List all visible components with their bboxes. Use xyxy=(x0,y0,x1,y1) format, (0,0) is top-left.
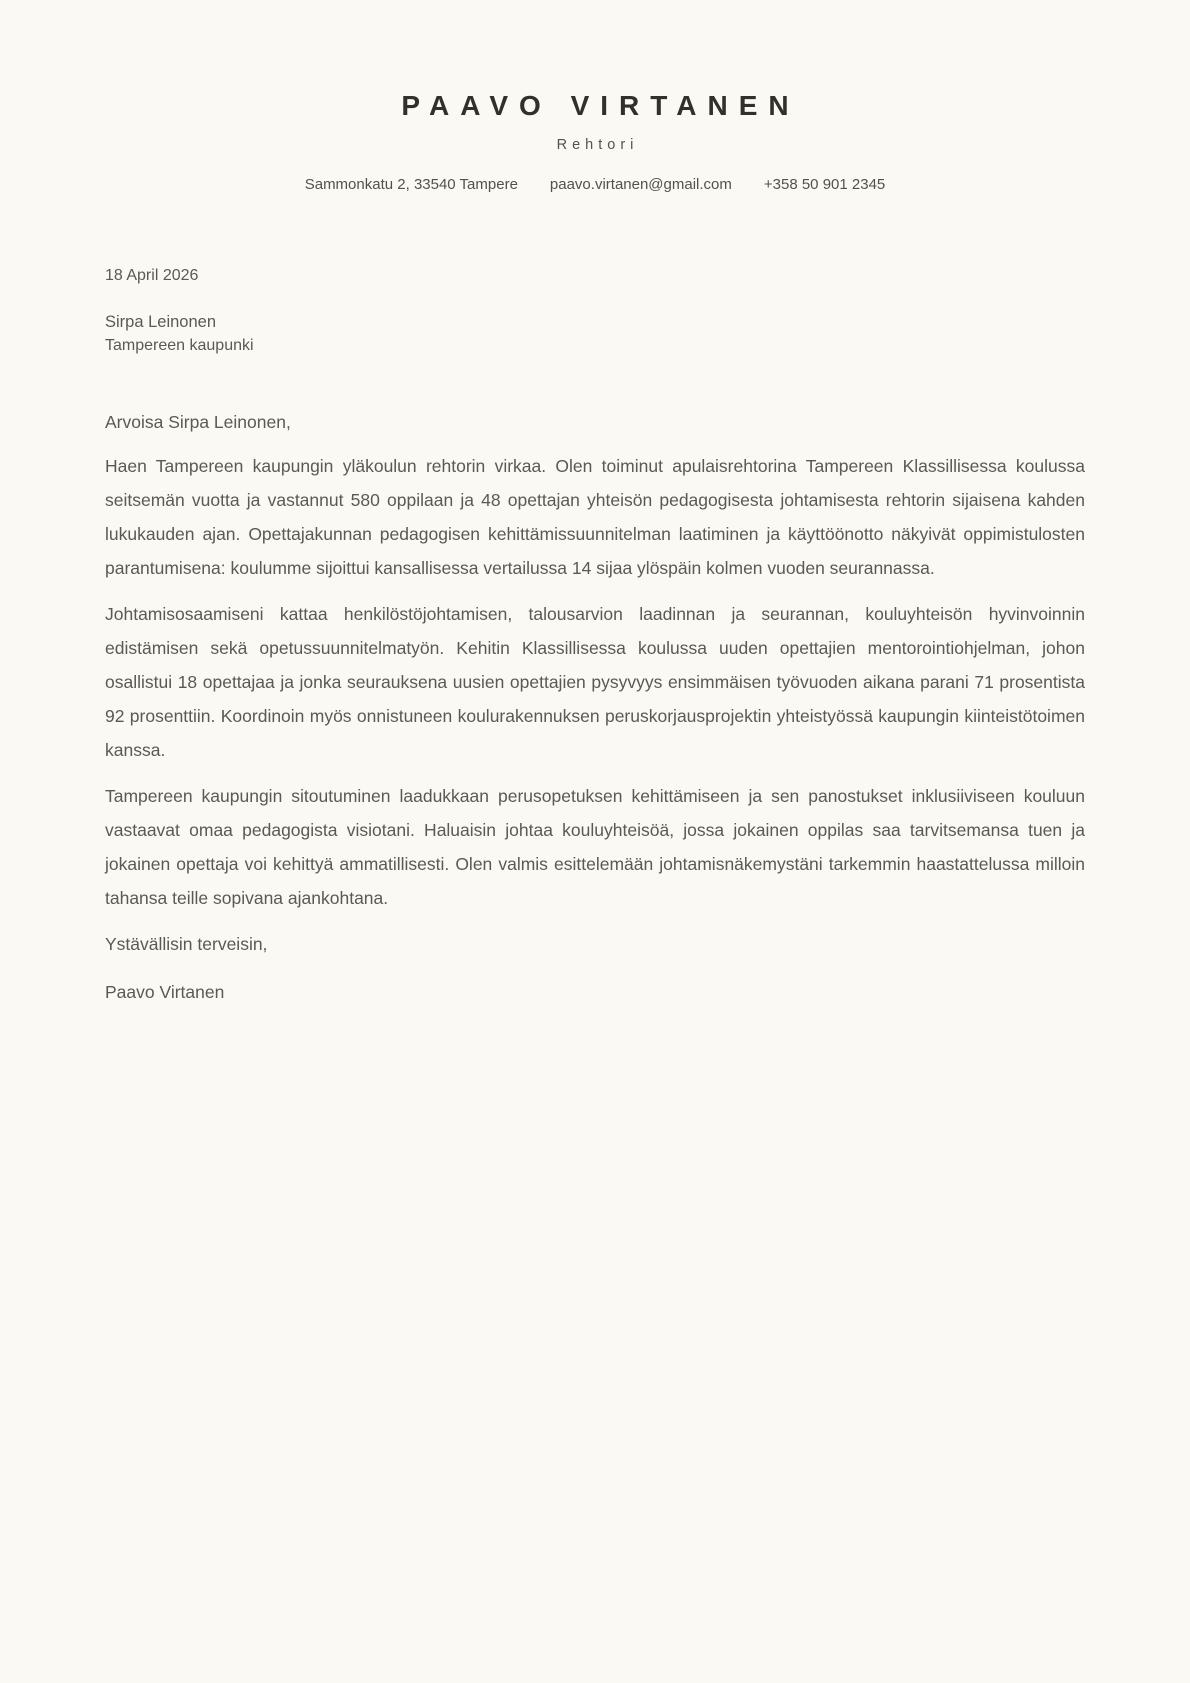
letter-body xyxy=(105,265,1085,1009)
recipient-name: Sirpa Leinonen xyxy=(105,313,217,331)
body-paragraph-2: Johtamisosaamiseni kattaa henkilöstöjohtamisen, talousarvion laadinnan ja seurannan, kouluyhteisön hyvinvoinnin edistämisen sekä opetussuunnitelmatyön. Kehitin Klassillisessa koulussa uuden opettajien mentorointiohjelman, johon osallistui 18 opettajaa ja jonka seurauksena uusien opettajien pysyvyys ensimmäisen työvuoden aikana parani 71 prosentista 92 prosenttiin. Koordinoin myös onnistuneen koulurakennuksen peruskorjausprojektin yhteistyössä kaupungin kiinteistötoimen kanssa. xyxy=(105,604,1085,760)
signature-name: Paavo Virtanen xyxy=(105,982,225,1002)
recipient-block xyxy=(105,311,1085,357)
sender-address: Sammonkatu 2, 33540 Tampere xyxy=(304,176,518,193)
contact-line xyxy=(0,176,1190,193)
body-paragraph-1: Haen Tampereen kaupungin yläkoulun rehtorin virkaa. Olen toiminut apulaisrehtorina Tampereen Klassillisessa koulussa seitsemän vuotta ja vastannut 580 oppilaan ja 48 opettajan yhteisön pedagogisesta johtamisesta rehtorin sijaisena kahden lukukauden ajan. Opettajakunnan pedagogisen kehittämissuunnitelman laatiminen ja käyttöönotto näkyivät oppimistulosten parantumisena: koulumme sijoittui kansallisessa vertailussa 14 sijaa ylöspäin kolmen vuoden seurannassa. xyxy=(105,456,1085,578)
letter-date: 18 April 2026 xyxy=(105,267,199,284)
body-paragraph-3: Tampereen kaupungin sitoutuminen laadukkaan perusopetuksen kehittämiseen ja sen panostukset inklusiiviseen kouluun vastaavat omaa pedagogista visiotani. Haluaisin johtaa kouluyhteisöä, jossa jokainen oppilas saa tarvitsemansa tuen ja jokainen opettaja voi kehittyä ammatillisesti. Olen valmis esittelemään johtamisnäkemystäni tarkemmin haastattelussa milloin tahansa teille sopivana ajankohtana. xyxy=(105,786,1085,908)
sender-phone: +358 50 901 2345 xyxy=(763,176,886,193)
letter-header xyxy=(0,90,1190,193)
sender-job-title: Rehtori xyxy=(556,137,639,153)
closing-phrase: Ystävällisin terveisin, xyxy=(105,934,268,954)
salutation: Arvoisa Sirpa Leinonen, xyxy=(105,412,291,432)
sender-email: paavo.virtanen@gmail.com xyxy=(549,176,732,193)
sender-name: PAAVO VIRTANEN xyxy=(401,90,800,121)
recipient-organization: Tampereen kaupunki xyxy=(105,337,254,354)
